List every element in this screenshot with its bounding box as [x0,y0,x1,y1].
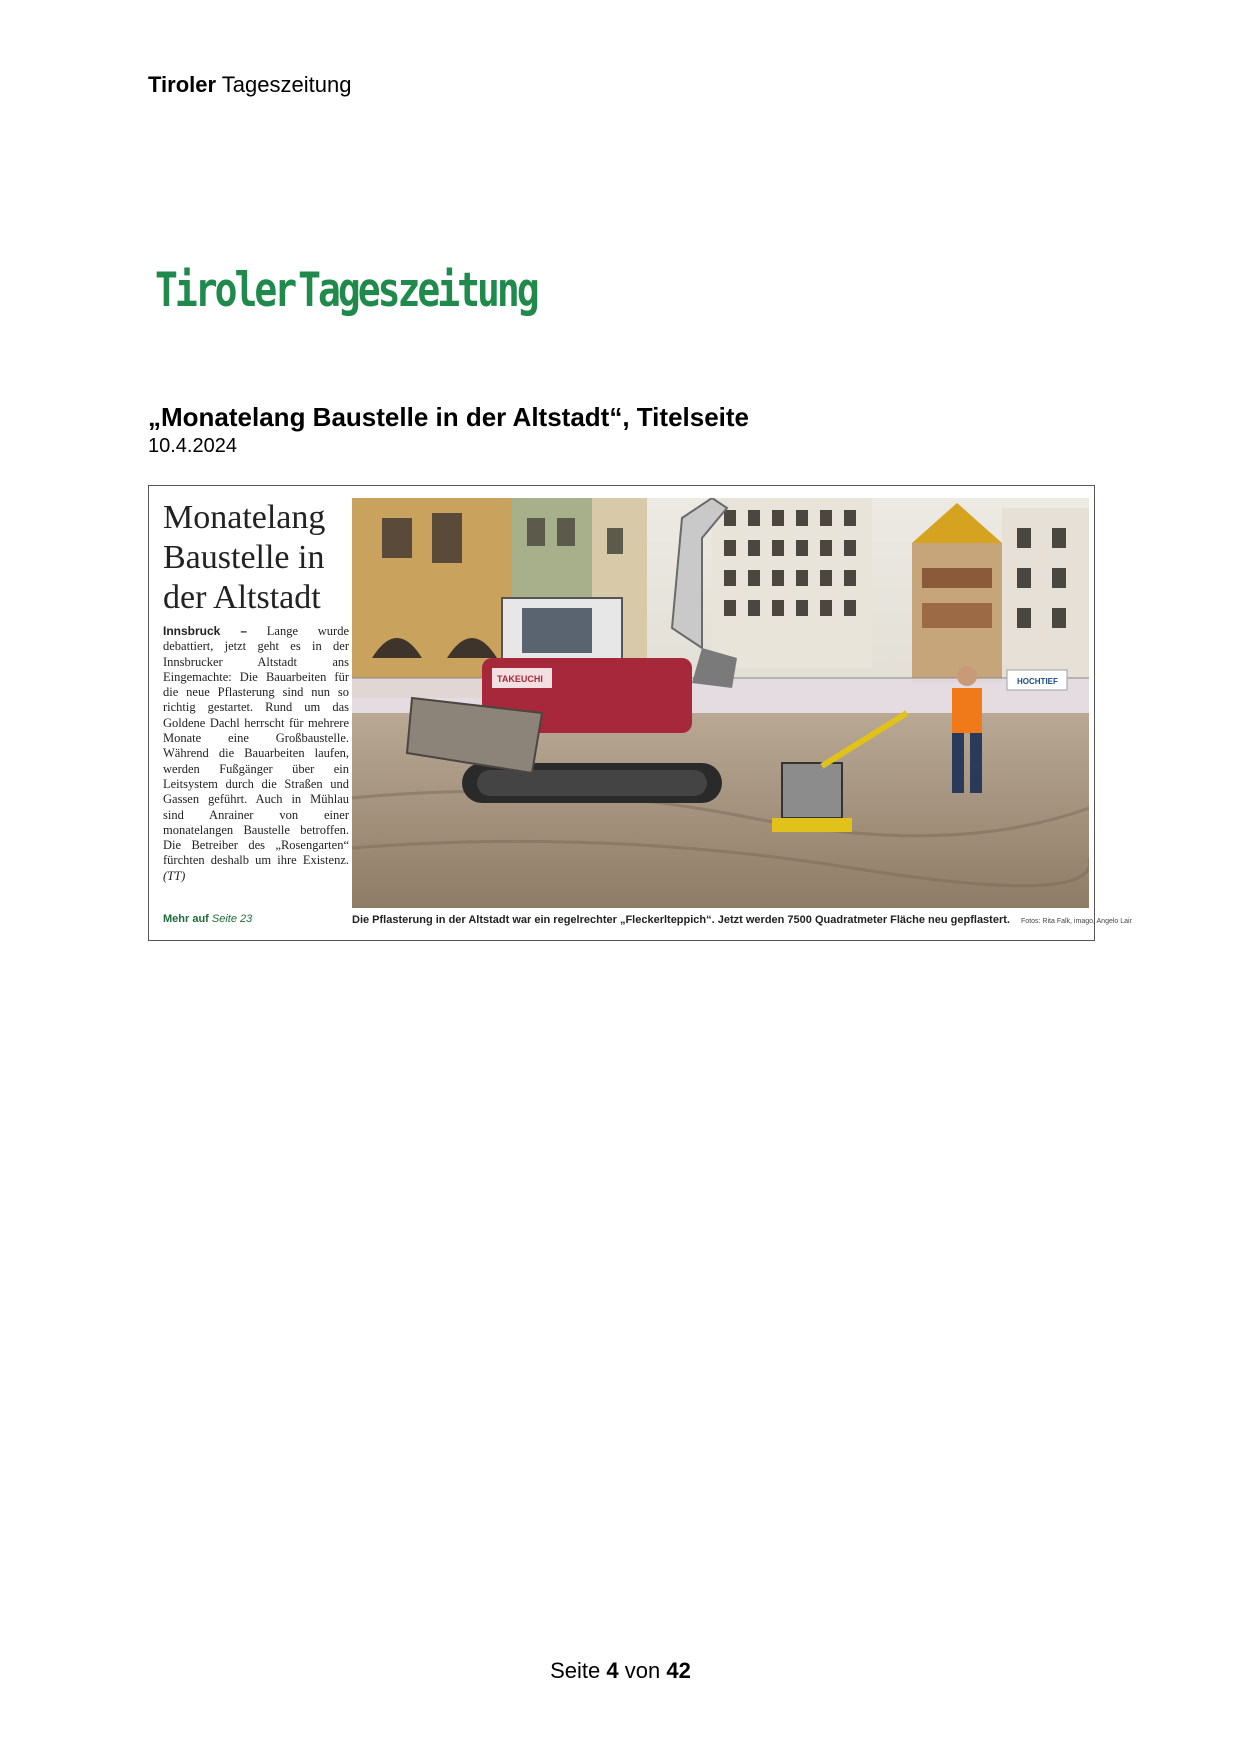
clipping-place: Innsbruck – [163,624,247,638]
more-reference [163,913,252,925]
page-footer [0,1658,1241,1684]
headline-line: Baustelle in [163,539,325,576]
header-source-rest: Tageszeitung [221,72,352,97]
excavator-brand: TAKEUCHI [497,674,543,684]
article-date: 10.4.2024 [148,435,237,457]
clipping-body-text: Lange wurde debattiert, jetzt geht es in der Innsbrucker Altstadt ans Eingemachte: Die Bauarbeiten für die neue Pflasterung sind nun so richtig gestartet. Rund um das Goldene Dachl herrscht für mehrere Monate eine Großbaustelle. Während die Bauarbeiten laufen, werden Fußgänger über ein Leitsystem durch die Straßen und Gassen geführt. Auch in Mühlau sind Anrainer von einer monatelangen Baustelle betroffen. Die Betreiber des „Rosengarten“ fürchten deshalb um ihre Existenz. [163,624,349,868]
photo-credit: Fotos: Rita Falk, imago, Angelo Lair [1021,918,1132,925]
header-source [148,72,351,98]
construction-photo-illustration [352,498,1089,908]
logo-text-part2: Tageszeitung [298,262,537,317]
construction-photo [352,498,1089,908]
newspaper-logo [155,262,537,322]
footer-page: 4 [606,1658,619,1683]
headline-line: der Altstadt [163,579,321,616]
clipping-signature: (TT) [163,868,186,883]
caption-text: Die Pflasterung in der Altstadt war ein regelrechter „Fleckerlteppich“. Jetzt werden 7500 Quadratmeter Fläche neu gepflastert. [352,914,1010,926]
footer-total: 42 [666,1658,691,1683]
footer-middle: von [624,1658,661,1683]
more-page: Seite 23 [211,913,253,925]
company-sign: HOCHTIEF [1017,677,1058,686]
footer-prefix: Seite [550,1658,601,1683]
logo-text-part1: Tiroler [155,262,295,317]
clipping-body [163,624,349,884]
clipping-headline [163,498,343,618]
more-label: Mehr auf [163,913,209,925]
newspaper-clipping [148,485,1132,941]
header-source-bold: Tiroler [148,72,217,97]
article-title: „Monatelang Baustelle in der Altstadt“, Titelseite [148,402,750,432]
photo-caption [352,914,1132,926]
headline-line: Monatelang [163,499,326,536]
